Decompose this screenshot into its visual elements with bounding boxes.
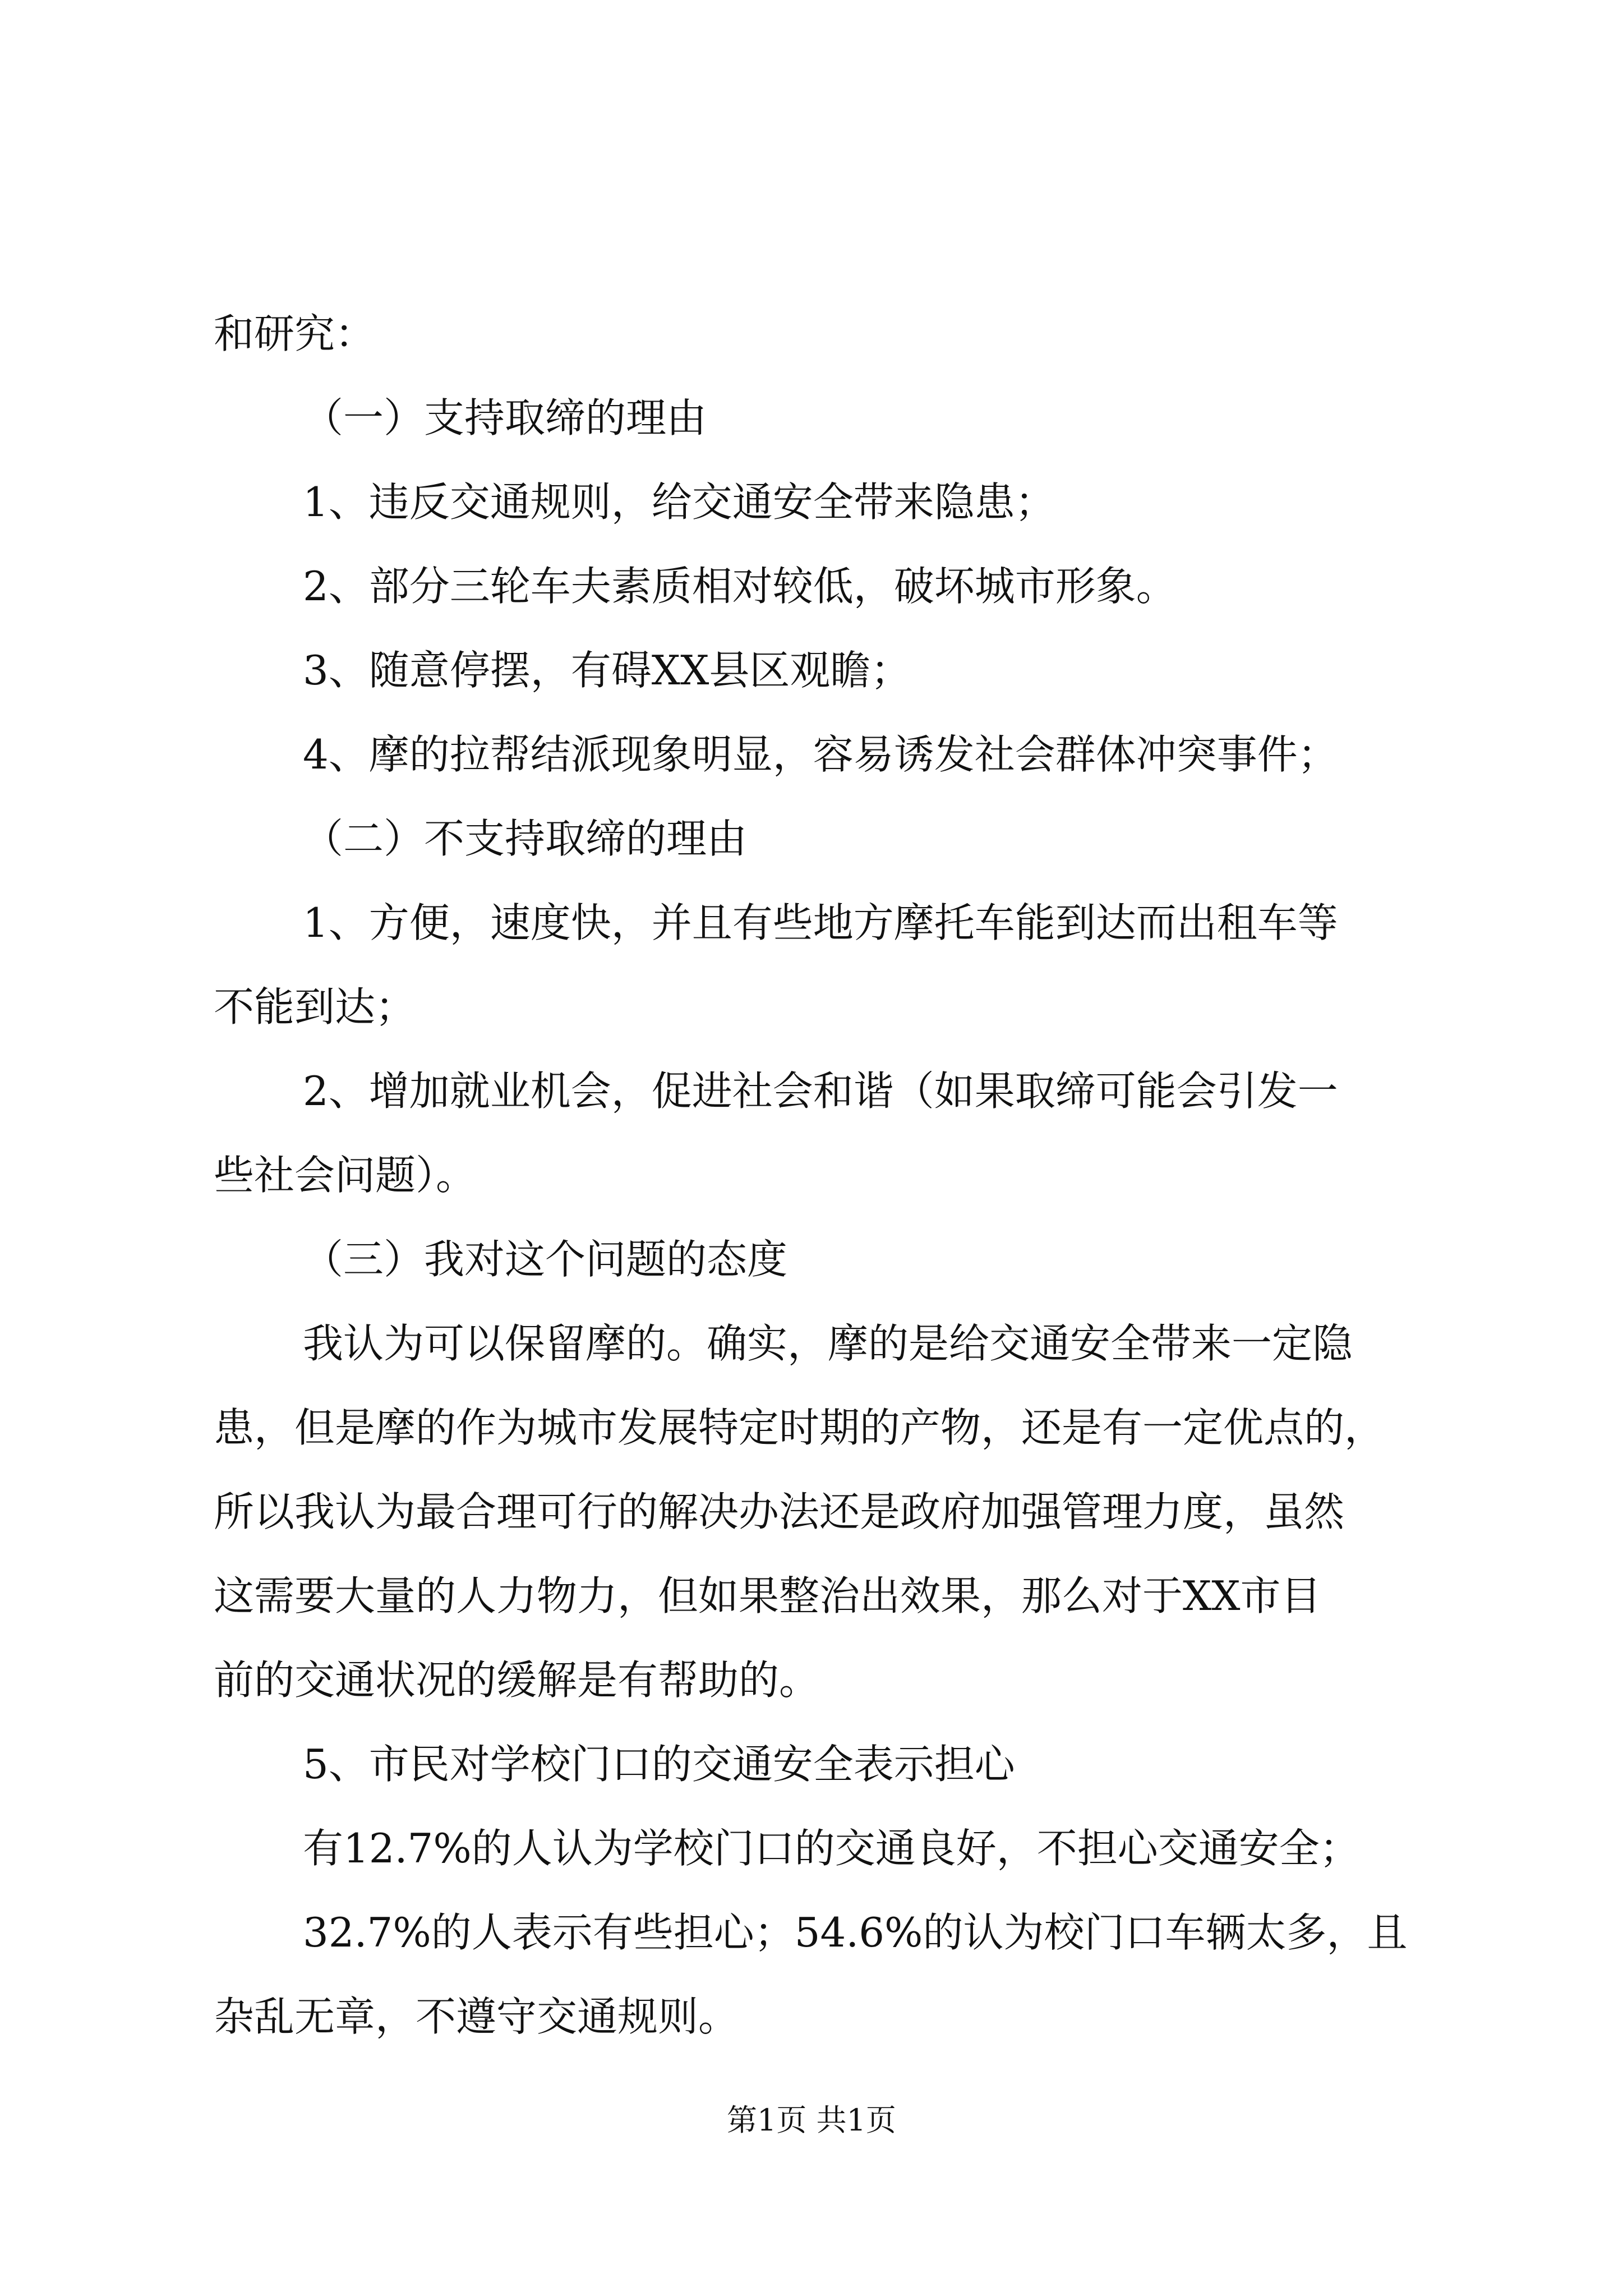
section-heading: （一）支持取缔的理由 — [303, 394, 707, 441]
text-line: 1、方便，速度快，并且有些地方摩托车能到达而出租车等 — [303, 899, 1338, 946]
text-line: 些社会问题）。 — [214, 1152, 477, 1199]
text-line: 1、违反交通规则，给交通安全带来隐患； — [303, 478, 1055, 526]
text-line: 和研究： — [214, 310, 376, 357]
text-line: 2、增加就业机会，促进社会和谐（如果取缔可能会引发一 — [303, 1068, 1338, 1115]
text-line: 5、市民对学校门口的交通安全表示担心 — [303, 1741, 1015, 1788]
section-heading: （三）我对这个问题的态度 — [303, 1236, 788, 1283]
text-line: 有12.7%的人认为学校门口的交通良好，不担心交通安全； — [303, 1825, 1360, 1872]
text-line: 4、摩的拉帮结派现象明显，容易诱发社会群体冲突事件； — [303, 731, 1338, 778]
text-line: 2、部分三轮车夫素质相对较低，破坏城市形象。 — [303, 563, 1177, 610]
section-heading: （二）不支持取缔的理由 — [303, 815, 748, 862]
text-line: 所以我认为最合理可行的解决办法还是政府加强管理力度，虽然 — [214, 1488, 1345, 1535]
text-line: 前的交通状况的缓解是有帮助的。 — [214, 1657, 820, 1704]
text-line: 患，但是摩的作为城市发展特定时期的产物，还是有一定优点的， — [214, 1404, 1385, 1451]
text-line: 这需要大量的人力物力，但如果整治出效果，那么对于XX市目 — [214, 1572, 1321, 1619]
text-line: 我认为可以保留摩的。确实，摩的是给交通安全带来一定隐 — [303, 1320, 1353, 1367]
page-footer: 第1页 共1页 — [727, 2102, 896, 2138]
text-line: 杂乱无章，不遵守交通规则。 — [214, 1993, 739, 2040]
text-line: 32.7%的人表示有些担心；54.6%的认为校门口车辆太多，且 — [303, 1909, 1408, 1956]
text-line: 3、随意停摆，有碍XX县区观瞻； — [303, 647, 911, 694]
text-line: 不能到达； — [214, 983, 416, 1030]
